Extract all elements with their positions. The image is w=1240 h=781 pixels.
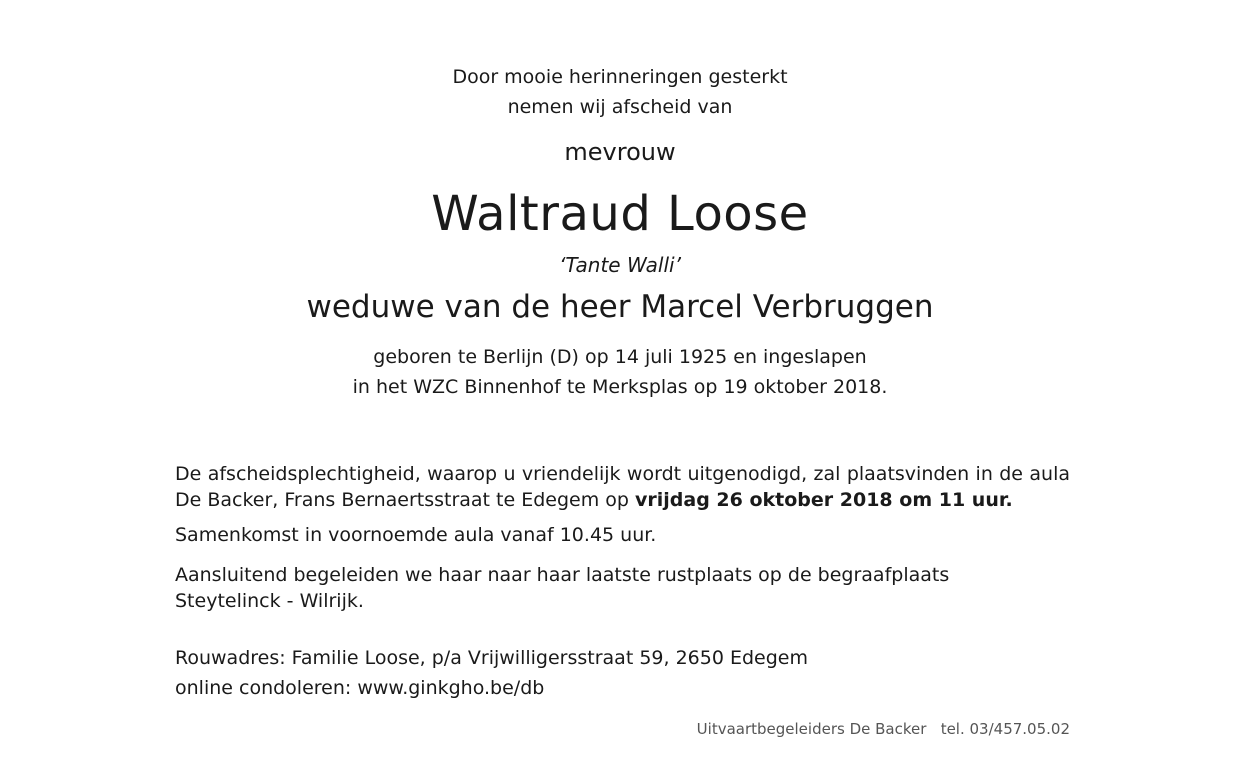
mourning-address: Rouwadres: Familie Loose, p/a Vrijwilligersstraat 59, 2650 Edegem [175, 647, 808, 669]
birth-death-line-2: in het WZC Binnenhof te Merksplas op 19 oktober 2018. [352, 376, 888, 398]
widow-of-line: weduwe van de heer Marcel Verbruggen [306, 289, 934, 325]
honorific-title: mevrouw [564, 138, 676, 166]
gathering-paragraph: Samenkomst in voornoemde aula vanaf 10.45 uur. [175, 524, 657, 546]
online-condolences: online condoleren: www.ginkgho.be/db [175, 677, 545, 699]
burial-paragraph: Aansluitend begeleiden we haar naar haar laatste rustplaats op de begraafplaats Steytelinck - Wilrijk. [175, 564, 950, 612]
ceremony-text: De afscheidsplechtigheid, waarop u vriendelijk wordt uitgenodigd, zal plaatsvinden in de aula De Backer, Frans Bernaertsstraat te Edegem op [175, 463, 1070, 511]
funeral-director-footer: Uitvaartbegeleiders De Backer tel. 03/457.05.02 [696, 720, 1070, 738]
intro-line-1: Door mooie herinneringen gesterkt [452, 66, 788, 88]
nickname: ‘Tante Walli’ [559, 253, 681, 277]
deceased-name: Waltraud Loose [431, 186, 809, 242]
ceremony-date: vrijdag 26 oktober 2018 om 11 uur. [635, 489, 1013, 511]
intro-line-2: nemen wij afscheid van [507, 96, 733, 118]
birth-death-line-1: geboren te Berlijn (D) op 14 juli 1925 en ingeslapen [373, 346, 867, 368]
ceremony-paragraph [175, 461, 1070, 513]
